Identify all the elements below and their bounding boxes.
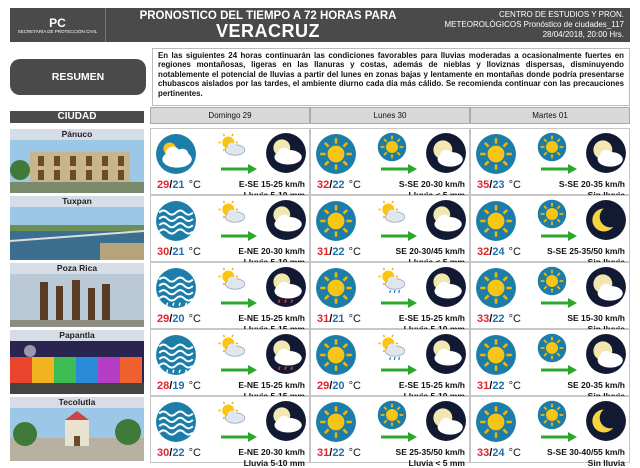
temp-unit: °C: [348, 313, 361, 325]
wind-arrow: [221, 161, 257, 171]
night-condition: [585, 199, 627, 241]
day-condition: [475, 334, 517, 376]
temperature: [477, 447, 521, 459]
wind-arrow: [541, 362, 577, 372]
wind-text: E-NE 15-25 km/h: [238, 380, 305, 390]
wind-arrow: [221, 362, 257, 372]
forecast-cell: [310, 329, 470, 396]
afternoon-condition: [377, 400, 407, 430]
forecast-grid: [10, 111, 630, 468]
wind-arrow-icon: [381, 298, 417, 308]
temperature: [477, 246, 521, 258]
city-row: [10, 330, 144, 394]
wind-text: E-NE 20-30 km/h: [238, 246, 305, 256]
wind-arrow: [541, 161, 577, 171]
night-condition: [425, 333, 467, 375]
afternoon-sun-icon: [377, 132, 407, 162]
afternoon-sun-cloud-icon: [217, 333, 247, 363]
temp-separator: /: [169, 380, 173, 392]
temp-separator: /: [489, 447, 493, 459]
day-condition: [155, 133, 197, 175]
afternoon-sun-icon: [537, 266, 567, 296]
day-waves-rain-icon: [155, 267, 197, 309]
day-waves-icon: [155, 200, 197, 242]
forecast-cell: [470, 396, 630, 468]
afternoon-condition: [217, 199, 247, 229]
wind-arrow-icon: [381, 164, 417, 174]
day-sun-icon: [315, 133, 357, 175]
temp-unit: °C: [348, 380, 361, 392]
temp-separator: /: [489, 380, 493, 392]
temperature: [477, 313, 521, 325]
night-condition: [265, 132, 307, 174]
temp-max: 31: [317, 447, 330, 459]
afternoon-condition: [377, 333, 407, 363]
temperature: [477, 179, 521, 191]
day-condition: [315, 267, 357, 309]
temp-separator: /: [489, 179, 493, 191]
day-sun-icon: [315, 267, 357, 309]
night-condition: [425, 199, 467, 241]
temp-max: 31: [477, 380, 490, 392]
day-sun-icon: [475, 401, 517, 443]
temp-unit: °C: [508, 447, 521, 459]
night-moon-cloud-icon: [265, 132, 307, 174]
night-moon-icon: [585, 333, 627, 375]
temp-separator: /: [489, 246, 493, 258]
temperature: [157, 380, 201, 392]
temperature: [317, 380, 361, 392]
night-moon-cloud-icon: [265, 199, 307, 241]
wind-arrow: [381, 429, 417, 439]
forecast-cell: [310, 396, 470, 468]
afternoon-sun-cloud-icon: [217, 400, 247, 430]
wind-arrow-icon: [541, 432, 577, 442]
afternoon-condition: [217, 400, 247, 430]
wind-arrow: [381, 161, 417, 171]
temperature: [157, 179, 201, 191]
temp-min: 21: [172, 179, 185, 191]
wind-arrow-icon: [221, 231, 257, 241]
wind-arrow-icon: [381, 432, 417, 442]
forecast-cell: [150, 128, 310, 195]
temp-max: 33: [477, 447, 490, 459]
night-moon-icon: [585, 266, 627, 308]
temp-separator: /: [169, 246, 173, 258]
city-row: [10, 397, 144, 461]
day-condition: [475, 401, 517, 443]
afternoon-condition: [537, 132, 567, 162]
summary-label: RESUMEN: [10, 59, 146, 95]
night-moon-cloud-icon: [425, 333, 467, 375]
temperature: [317, 313, 361, 325]
forecast-cell: [470, 262, 630, 329]
afternoon-condition: [217, 266, 247, 296]
day-condition: [315, 133, 357, 175]
night-moon-icon: [585, 132, 627, 174]
night-moon-icon: [425, 400, 467, 442]
temp-min: 24: [492, 246, 505, 258]
temp-unit: °C: [188, 313, 201, 325]
wind-arrow-icon: [541, 231, 577, 241]
city-photo: [10, 408, 144, 461]
wind-text: S-SE 20-30 km/h: [398, 179, 465, 189]
temp-separator: /: [489, 313, 493, 325]
header-bar: [10, 8, 630, 42]
city-photo-scene: [10, 207, 144, 260]
day-condition: [475, 267, 517, 309]
forecast-cell: [470, 128, 630, 195]
night-condition: [585, 333, 627, 375]
temp-min: 22: [332, 246, 345, 258]
forecast-cell: [470, 195, 630, 262]
afternoon-sun-rain-icon: [377, 266, 407, 296]
temp-min: 24: [492, 447, 505, 459]
wind-arrow-icon: [221, 365, 257, 375]
afternoon-condition: [537, 199, 567, 229]
temp-min: 22: [172, 447, 185, 459]
summary-text: En las siguientes 24 horas continuarán las condiciones favorables para lluvias moderadas a ocasionalmente fuertes en regiones montañosas, ligeras en las llanuras y costas, además de nieblas y lloviznas dispersas, disminuyendo notablemente el potencial de lluvias a partir del lunes en zonas bajas y lentamente en montañas donde podría presentarse chubascos aislados por las tardes, el ambiente diurno cada día más cálido. Se recomienda continuar con las precauciones pertinentes.: [152, 48, 630, 106]
wind-arrow: [541, 295, 577, 305]
wind-arrow: [221, 429, 257, 439]
afternoon-condition: [537, 266, 567, 296]
night-moon-rain-icon: [265, 266, 307, 308]
day-sun-icon: [475, 200, 517, 242]
forecast-cell: [150, 396, 310, 468]
temp-separator: /: [329, 246, 333, 258]
wind-text: S-SE 20-35 km/h: [558, 179, 625, 189]
agency-logo: [10, 8, 106, 42]
temperature: [317, 246, 361, 258]
issuer-line-2: METEOROLÓGICOS Pronóstico de ciudades_117: [444, 20, 624, 29]
wind-arrow: [381, 362, 417, 372]
summary-section: [10, 48, 630, 106]
night-condition: [585, 132, 627, 174]
wind-text: SE 25-35/50 km/h: [395, 447, 465, 457]
day-condition: [315, 200, 357, 242]
night-moon-cloud-icon: [265, 400, 307, 442]
wind-text: S-SE 30-40/55 km/h: [547, 447, 625, 457]
city-photo: [10, 274, 144, 327]
temp-min: 21: [172, 246, 185, 258]
afternoon-condition: [217, 132, 247, 162]
city-name: Tecolutla: [10, 397, 144, 408]
night-condition: [265, 333, 307, 375]
day-condition: [475, 133, 517, 175]
night-crescent-moon-icon: [585, 199, 627, 241]
city-photo-scene: [10, 140, 144, 193]
temp-unit: °C: [188, 447, 201, 459]
city-photo: [10, 140, 144, 193]
city-photo-scene: [10, 408, 144, 461]
temp-max: 31: [317, 313, 330, 325]
night-moon-rain-icon: [265, 333, 307, 375]
day-condition: [155, 334, 197, 376]
temperature: [157, 246, 201, 258]
rain-text: Lluvia < 5 mm: [408, 458, 465, 468]
city-name: Papantla: [10, 330, 144, 341]
day-condition: [315, 334, 357, 376]
afternoon-sun-icon: [537, 333, 567, 363]
day-condition: [155, 401, 197, 443]
issue-date: 28/04/2018, 20:00 Hrs.: [542, 30, 624, 39]
afternoon-condition: [217, 333, 247, 363]
day-sun-icon: [475, 334, 517, 376]
city-name: Tuxpan: [10, 196, 144, 207]
day-cloud-sun-icon: [155, 133, 197, 175]
day-header-0: Domingo 29: [150, 107, 310, 124]
temp-unit: °C: [348, 447, 361, 459]
day-condition: [475, 200, 517, 242]
wind-text: E-SE 15-25 km/h: [398, 380, 465, 390]
wind-text: E-SE 15-25 km/h: [238, 179, 305, 189]
city-row: [10, 129, 144, 193]
night-condition: [585, 266, 627, 308]
day-waves-icon: [155, 401, 197, 443]
temp-min: 22: [492, 380, 505, 392]
temperature: [157, 447, 201, 459]
temp-min: 20: [172, 313, 185, 325]
wind-text: SE 20-35 km/h: [567, 380, 625, 390]
afternoon-sun-cloud-icon: [217, 266, 247, 296]
page-title: [106, 10, 430, 41]
temp-unit: °C: [508, 246, 521, 258]
afternoon-condition: [377, 199, 407, 229]
wind-arrow-icon: [221, 432, 257, 442]
city-photo: [10, 341, 144, 394]
wind-arrow-icon: [541, 298, 577, 308]
afternoon-sun-cloud-icon: [217, 199, 247, 229]
temp-unit: °C: [508, 313, 521, 325]
afternoon-sun-cloud-icon: [217, 132, 247, 162]
wind-text: SE 15-30 km/h: [567, 313, 625, 323]
day-header-2: Martes 01: [470, 107, 630, 124]
night-condition: [265, 266, 307, 308]
afternoon-condition: [377, 266, 407, 296]
temp-unit: °C: [348, 179, 361, 191]
temp-min: 22: [492, 313, 505, 325]
temp-max: 30: [157, 246, 170, 258]
forecast-cell: [310, 195, 470, 262]
afternoon-condition: [537, 333, 567, 363]
day-sun-icon: [315, 401, 357, 443]
night-crescent-moon-icon: [585, 400, 627, 442]
temp-separator: /: [329, 447, 333, 459]
wind-arrow: [381, 295, 417, 305]
temperature: [477, 380, 521, 392]
issuer-line-1: CENTRO DE ESTUDIOS Y PRON.: [498, 10, 624, 19]
temp-min: 21: [332, 313, 345, 325]
afternoon-condition: [377, 132, 407, 162]
temperature: [317, 179, 361, 191]
temp-max: 28: [157, 380, 170, 392]
night-condition: [265, 199, 307, 241]
forecast-cell: [150, 262, 310, 329]
night-moon-icon: [425, 132, 467, 174]
temp-unit: °C: [188, 380, 201, 392]
afternoon-sun-rain-icon: [377, 333, 407, 363]
city-column-header: CIUDAD: [10, 111, 144, 123]
temp-separator: /: [329, 313, 333, 325]
wind-arrow: [221, 295, 257, 305]
issuer-info: [430, 10, 630, 40]
temp-max: 29: [157, 179, 170, 191]
temp-separator: /: [169, 447, 173, 459]
wind-arrow-icon: [381, 365, 417, 375]
agency-name: PC: [49, 15, 66, 30]
wind-arrow: [381, 228, 417, 238]
wind-text: E-SE 15-25 km/h: [398, 313, 465, 323]
night-moon-cloud-icon: [425, 199, 467, 241]
day-sun-icon: [315, 200, 357, 242]
forecast-cell: [150, 195, 310, 262]
city-photo-scene: [10, 274, 144, 327]
forecast-cell: [310, 262, 470, 329]
temp-unit: °C: [188, 246, 201, 258]
rain-text: Sin lluvia: [587, 458, 625, 468]
temp-max: 32: [317, 179, 330, 191]
afternoon-sun-cloud-icon: [377, 199, 407, 229]
temperature: [317, 447, 361, 459]
day-waves-rain-icon: [155, 334, 197, 376]
temp-min: 22: [332, 447, 345, 459]
temp-min: 20: [332, 380, 345, 392]
night-condition: [585, 400, 627, 442]
wind-arrow: [541, 228, 577, 238]
night-moon-cloud-icon: [425, 266, 467, 308]
temp-separator: /: [169, 179, 173, 191]
temp-max: 31: [317, 246, 330, 258]
day-condition: [315, 401, 357, 443]
temp-unit: °C: [508, 179, 521, 191]
wind-arrow-icon: [221, 164, 257, 174]
day-sun-icon: [475, 133, 517, 175]
day-header-1: Lunes 30: [310, 107, 470, 124]
wind-text: E-NE 15-25 km/h: [238, 313, 305, 323]
wind-arrow: [541, 429, 577, 439]
temp-separator: /: [329, 380, 333, 392]
night-condition: [265, 400, 307, 442]
wind-arrow-icon: [541, 365, 577, 375]
temp-unit: °C: [188, 179, 201, 191]
night-condition: [425, 132, 467, 174]
city-row: [10, 196, 144, 260]
night-condition: [425, 400, 467, 442]
city-name: Pánuco: [10, 129, 144, 140]
afternoon-condition: [537, 400, 567, 430]
day-condition: [155, 200, 197, 242]
wind-text: SE 20-30/45 km/h: [395, 246, 465, 256]
temp-max: 32: [477, 246, 490, 258]
afternoon-sun-icon: [537, 132, 567, 162]
forecast-cell: [470, 329, 630, 396]
temperature: [157, 313, 201, 325]
city-photo-scene: [10, 341, 144, 394]
day-condition: [155, 267, 197, 309]
day-sun-icon: [475, 267, 517, 309]
afternoon-sun-icon: [537, 400, 567, 430]
city-row: [10, 263, 144, 327]
temp-separator: /: [169, 313, 173, 325]
temp-max: 29: [317, 380, 330, 392]
temp-unit: °C: [508, 380, 521, 392]
day-sun-icon: [315, 334, 357, 376]
temp-max: 30: [157, 447, 170, 459]
rain-text: Lluvia 5-10 mm: [243, 458, 305, 468]
temp-unit: °C: [348, 246, 361, 258]
wind-arrow-icon: [541, 164, 577, 174]
agency-subtitle: SECRETARÍA DE PROTECCIÓN CIVIL: [17, 28, 98, 34]
wind-arrow-icon: [381, 231, 417, 241]
afternoon-sun-icon: [377, 400, 407, 430]
night-condition: [425, 266, 467, 308]
title-line-1: PRONOSTICO DEL TIEMPO A 72 HORAS PARA: [139, 9, 397, 22]
temp-max: 33: [477, 313, 490, 325]
city-photo: [10, 207, 144, 260]
forecast-cell: [150, 329, 310, 396]
afternoon-sun-icon: [537, 199, 567, 229]
temp-min: 19: [172, 380, 185, 392]
temp-min: 23: [492, 179, 505, 191]
temp-max: 35: [477, 179, 490, 191]
city-name: Poza Rica: [10, 263, 144, 274]
wind-text: E-NE 20-30 km/h: [238, 447, 305, 457]
forecast-cell: [310, 128, 470, 195]
wind-arrow-icon: [221, 298, 257, 308]
temp-separator: /: [329, 179, 333, 191]
wind-arrow: [221, 228, 257, 238]
temp-min: 22: [332, 179, 345, 191]
wind-text: S-SE 25-35/50 km/h: [547, 246, 625, 256]
temp-max: 29: [157, 313, 170, 325]
title-line-2: VERACRUZ: [215, 20, 320, 41]
